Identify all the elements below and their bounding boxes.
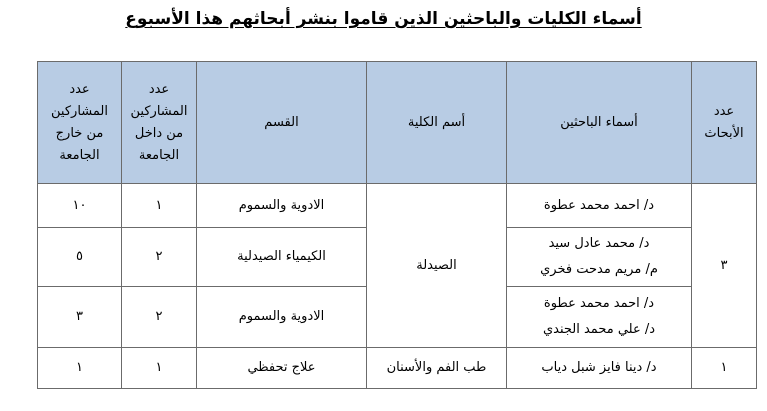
researcher-names-cell [507, 184, 692, 228]
college-cell: الصيدلة [367, 184, 507, 348]
header-external-participants: عدد المشاركين من خارج الجامعة [38, 62, 122, 184]
table-row [38, 348, 757, 389]
department-cell: الكيمياء الصيدلية [197, 228, 367, 287]
internal-participants-cell: ٢ [122, 228, 197, 287]
researcher-name: د/ دينا فايز شبل دياب [541, 360, 657, 375]
external-participants-cell: ٣ [38, 287, 122, 348]
external-participants-cell: ١٠ [38, 184, 122, 228]
researcher-name: د/ علي محمد الجندي [542, 322, 656, 337]
internal-participants-cell: ١ [122, 348, 197, 389]
table-row [38, 184, 757, 228]
researcher-name: د/ محمد عادل سيد [548, 236, 650, 251]
header-internal-participants: عدد المشاركين من داخل الجامعة [122, 62, 197, 184]
college-cell: طب الفم والأسنان [367, 348, 507, 389]
researcher-name: د/ احمد محمد عطوة [543, 296, 655, 311]
header-row [38, 62, 757, 184]
researcher-name: د/ احمد محمد عطوة [543, 197, 655, 213]
header-department: القسم [197, 62, 367, 184]
research-count-cell: ٣ [692, 184, 757, 348]
header-research-count: عدد الأبحاث [692, 62, 757, 184]
department-cell: علاج تحفظي [197, 348, 367, 389]
department-cell: الادوية والسموم [197, 287, 367, 348]
researcher-names-cell [507, 348, 692, 389]
research-count-cell: ١ [692, 348, 757, 389]
external-participants-cell: ١ [38, 348, 122, 389]
page-title: أسماء الكليات والباحثين الذين قاموا بنشر أبحاثهم هذا الأسبوع [125, 9, 642, 29]
internal-participants-cell: ٢ [122, 287, 197, 348]
researcher-names-cell [507, 287, 692, 348]
internal-participants-cell: ١ [122, 184, 197, 228]
header-researcher-names: أسماء الباحثين [507, 62, 692, 184]
header-college-name: أسم الكلية [367, 62, 507, 184]
department-cell: الادوية والسموم [197, 184, 367, 228]
research-table [37, 61, 757, 389]
researcher-names-cell [507, 228, 692, 287]
external-participants-cell: ٥ [38, 228, 122, 287]
researcher-name: م/ مريم مدحت فخري [540, 262, 658, 277]
